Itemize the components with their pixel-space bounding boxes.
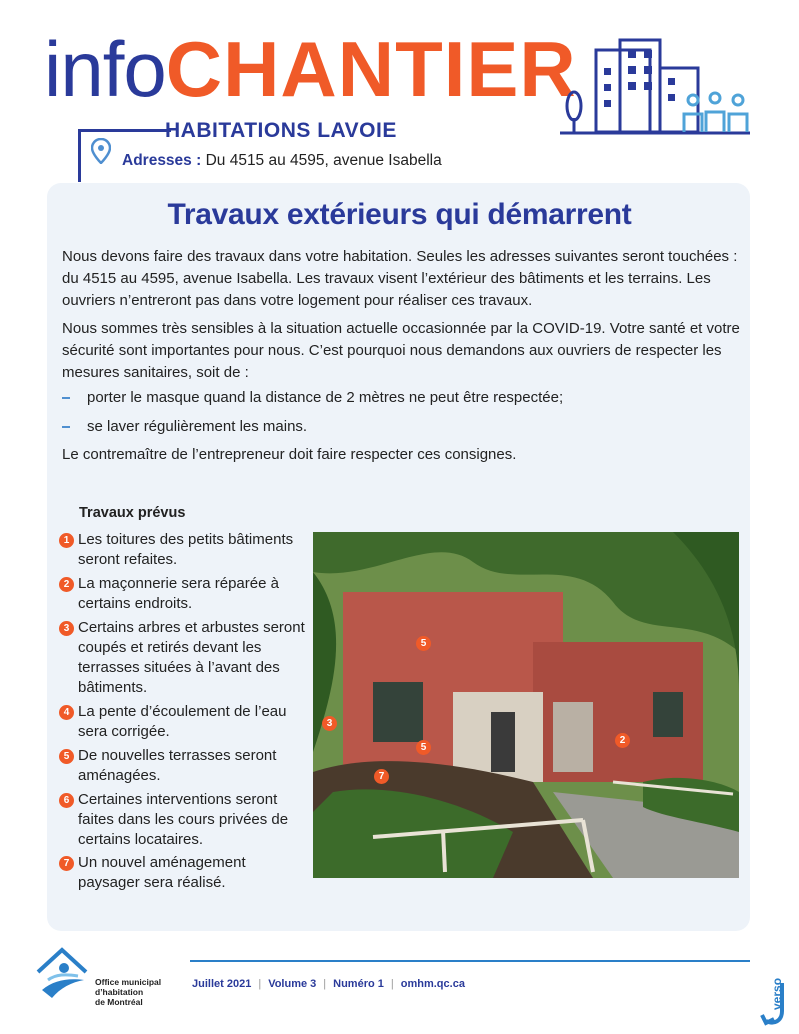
issue-volume: Volume 3 xyxy=(268,978,317,990)
covid-paragraph: Nous sommes très sensibles à la situation actuelle occasionnée par la COVID-19. Votre santé et votre sécurité sont importantes pour nous. C’est pourquoi nous demandons aux ouvriers de respecter les mesures sanitaires, soit de : xyxy=(62,320,740,381)
address-value: Du 4515 au 4595, avenue Isabella xyxy=(205,152,442,169)
separator: | xyxy=(258,978,262,990)
intro-paragraph: Nous devons faire des travaux dans votre habitation. Seules les adresses suivantes seront touchées : du 4515 au 4595, avenue Isabella. Les travaux visent l’extérieur des bâtiments et les terrains. Les ouvriers n’entreront pas dans votre logement pour réaliser ces travaux. xyxy=(62,248,738,309)
work-item xyxy=(59,853,309,893)
address-label: Adresses : xyxy=(122,152,202,169)
number-badge: 5 xyxy=(59,749,74,764)
work-text: Certains arbres et arbustes seront coupés et retirés devant les terrasses situées à l’avant des bâtiments. xyxy=(78,619,305,696)
work-item xyxy=(59,790,309,850)
org-line: d’habitation xyxy=(95,987,144,997)
photo-label: 2 xyxy=(615,733,630,748)
photo-label: 3 xyxy=(322,716,337,731)
separator: | xyxy=(323,978,327,990)
number-badge: 4 xyxy=(59,705,74,720)
work-item xyxy=(59,618,309,698)
photo-label: 5 xyxy=(416,740,431,755)
number-badge: 2 xyxy=(59,577,74,592)
dash-icon xyxy=(62,397,70,399)
number-badge: 1 xyxy=(59,533,74,548)
work-text: Un nouvel aménagement paysager sera réalisé. xyxy=(78,854,246,891)
verso-label[interactable]: verso xyxy=(770,977,784,1010)
issue-number: Numéro 1 xyxy=(333,978,384,990)
org-line: de Montréal xyxy=(95,997,143,1007)
number-badge: 6 xyxy=(59,793,74,808)
website-link[interactable]: omhm.qc.ca xyxy=(400,978,465,990)
issue-meta xyxy=(192,978,465,990)
number-badge: 3 xyxy=(59,621,74,636)
photo-label: 5 xyxy=(416,636,431,651)
work-item xyxy=(59,574,309,614)
work-item xyxy=(59,746,309,786)
photo-label: 7 xyxy=(374,769,389,784)
address-line xyxy=(122,152,442,170)
header xyxy=(0,0,799,185)
work-text: Certaines interventions seront faites dans les cours privées de certains locataires. xyxy=(78,791,289,848)
page-title: Travaux extérieurs qui démarrent xyxy=(167,198,632,231)
brand-chantier: CHANTIER xyxy=(165,25,577,113)
work-item xyxy=(59,702,309,742)
brand-info: info xyxy=(44,25,166,113)
dash-icon xyxy=(62,426,70,428)
separator: | xyxy=(390,978,394,990)
bullet-text: se laver régulièrement les mains. xyxy=(87,418,308,435)
project-name: HABITATIONS LAVOIE xyxy=(165,119,397,142)
work-text: La pente d’écoulement de l’eau sera corrigée. xyxy=(78,703,287,740)
number-badge: 7 xyxy=(59,856,74,871)
work-text: La maçonnerie sera réparée à certains endroits. xyxy=(78,575,279,612)
issue-date: Juillet 2021 xyxy=(192,978,252,990)
foreman-paragraph: Le contremaître de l’entrepreneur doit faire respecter ces consignes. xyxy=(62,446,517,463)
work-text: De nouvelles terrasses seront aménagées. xyxy=(78,747,277,784)
building-photo xyxy=(313,532,739,878)
work-item xyxy=(59,530,309,570)
bullet-text: porter le masque quand la distance de 2 mètres ne peut être respectée; xyxy=(87,389,564,406)
omhm-logo-icon xyxy=(34,946,92,1004)
works-title: Travaux prévus xyxy=(79,505,186,521)
buildings-people-icon xyxy=(560,38,755,138)
work-text: Les toitures des petits bâtiments seront refaites. xyxy=(78,531,294,568)
brand-title xyxy=(44,25,577,113)
footer-divider xyxy=(190,960,750,962)
org-line: Office municipal xyxy=(95,977,162,987)
organization-name xyxy=(95,977,185,1007)
location-pin-icon xyxy=(91,138,111,164)
